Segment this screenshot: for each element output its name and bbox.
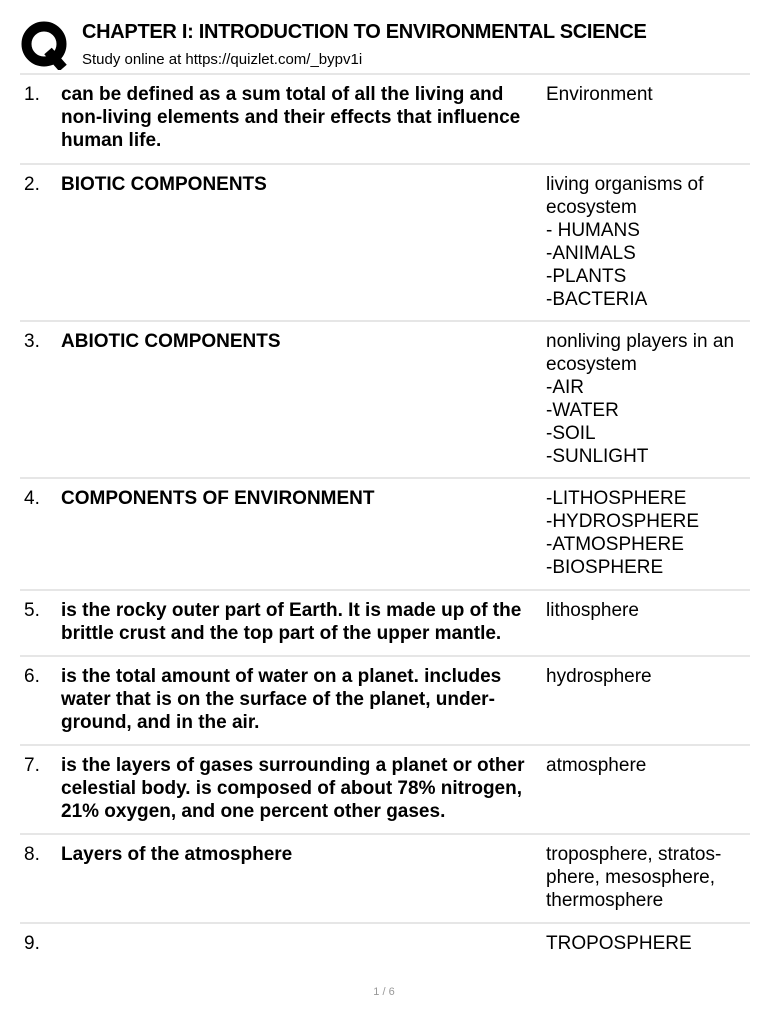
card-term: ABIOTIC COMPONENTS — [61, 331, 281, 352]
card-term: is the total amount of water on a planet. includes water that is on the surface of the planet, under- ground, and in the air. — [61, 666, 502, 733]
flashcard-row — [20, 591, 750, 657]
card-number: 7. — [24, 755, 40, 776]
flashcard-list — [20, 73, 750, 968]
card-number: 1. — [24, 84, 40, 105]
flashcard-row — [20, 746, 750, 835]
flashcard-row — [20, 479, 750, 591]
card-number: 4. — [24, 488, 40, 509]
card-definition: TROPOSPHERE — [546, 933, 692, 954]
study-online-link[interactable]: Study online at https://quizlet.com/_bypv1i — [82, 51, 363, 68]
page-title: CHAPTER I: INTRODUCTION TO ENVIRONMENTAL SCIENCE — [82, 21, 647, 43]
quizlet-logo-icon — [20, 20, 70, 70]
card-definition: nonliving players in an ecosystem -AIR -WATER -SOIL -SUNLIGHT — [546, 331, 735, 467]
card-definition: living organisms of ecosystem - HUMANS -ANIMALS -PLANTS -BACTERIA — [546, 174, 704, 310]
card-number: 8. — [24, 844, 40, 865]
card-definition: troposphere, stratos- phere, mesosphere, thermosphere — [546, 844, 722, 911]
card-number: 5. — [24, 600, 40, 621]
card-definition: lithosphere — [546, 600, 639, 621]
card-number: 3. — [24, 331, 40, 352]
flashcard-row — [20, 657, 750, 746]
card-number: 6. — [24, 666, 40, 687]
flashcard-row — [20, 75, 750, 165]
flashcard-row — [20, 322, 750, 479]
card-definition: hydrosphere — [546, 666, 652, 687]
card-number: 9. — [24, 933, 40, 954]
flashcard-row — [20, 835, 750, 924]
card-term: Layers of the atmosphere — [61, 844, 293, 865]
card-number: 2. — [24, 174, 40, 195]
card-term: is the layers of gases surrounding a planet or other celestial body. is composed of about 78% nitrogen, 21% oxygen, and one percent other gases. — [61, 755, 525, 822]
card-definition: Environment — [546, 84, 653, 105]
card-term: COMPONENTS OF ENVIRONMENT — [61, 488, 375, 509]
flashcard-row — [20, 924, 750, 968]
page-header — [20, 20, 750, 74]
card-definition: atmosphere — [546, 755, 647, 776]
card-term: can be defined as a sum total of all the living and non-living elements and their effects that influence human life. — [61, 84, 521, 151]
page-number: 1 / 6 — [373, 986, 395, 998]
card-term: BIOTIC COMPONENTS — [61, 174, 267, 195]
card-definition: -LITHOSPHERE -HYDROSPHERE -ATMOSPHERE -BIOSPHERE — [546, 488, 700, 578]
flashcard-row — [20, 165, 750, 322]
card-term: is the rocky outer part of Earth. It is made up of the brittle crust and the top part of the upper mantle. — [61, 600, 522, 644]
